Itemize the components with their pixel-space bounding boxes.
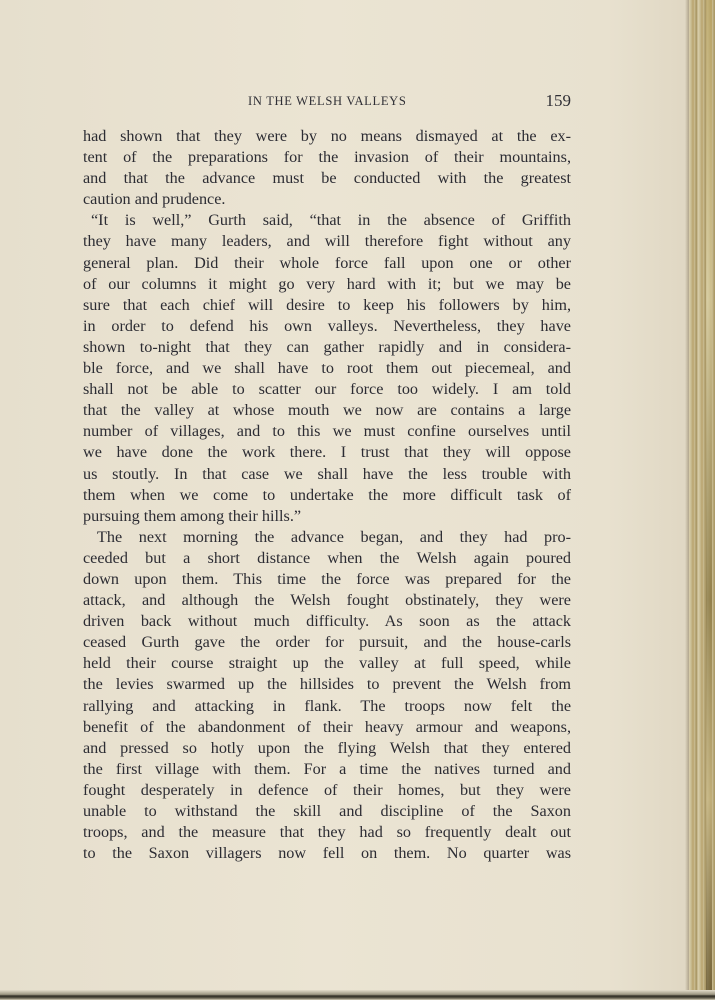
- text-line: general plan. Did their whole force fall upon one or other: [83, 253, 571, 272]
- running-head: IN THE WELSH VALLEYS: [248, 94, 407, 108]
- page-bottom-edge: [0, 990, 715, 1000]
- text-line: driven back without much difficulty. As soon as the attack: [83, 612, 571, 631]
- text-line: number of villages, and to this we must confine ourselves until: [83, 422, 571, 441]
- text-line: benefit of the abandonment of their heavy armour and weapons,: [83, 717, 571, 736]
- text-line: and that the advance must be conducted with the greatest: [83, 169, 571, 188]
- page-number: 159: [545, 91, 571, 110]
- text-line: rallying and attacking in flank. The troops now felt the: [83, 696, 571, 715]
- text-line: The next morning the advance began, and they had pro-: [97, 527, 571, 546]
- text-line: ceeded but a short distance when the Welsh again poured: [83, 548, 571, 567]
- text-line: troops, and the measure that they had so frequently dealt out: [83, 823, 571, 842]
- text-line: in order to defend his own valleys. Nevertheless, they have: [83, 316, 571, 335]
- text-line: down upon them. This time the force was prepared for the: [83, 569, 571, 588]
- text-line: they have many leaders, and will therefore fight without any: [83, 232, 571, 251]
- text-line: to the Saxon villagers now fell on them. No quarter was: [83, 844, 571, 863]
- text-line: shown to-night that they can gather rapidly and in considera-: [83, 337, 571, 356]
- text-line: the levies swarmed up the hillsides to prevent the Welsh from: [83, 675, 571, 694]
- text-line: ble force, and we shall have to root them out piecemeal, and: [83, 359, 571, 378]
- text-line: tent of the preparations for the invasion of their mountains,: [83, 148, 571, 167]
- text-line: ceased Gurth gave the order for pursuit, and the house-carls: [83, 633, 571, 652]
- text-line: the first village with them. For a time the natives turned and: [83, 759, 571, 778]
- text-line: shall not be able to scatter our force too widely. I am told: [83, 380, 571, 399]
- text-line: caution and prudence.: [83, 190, 226, 209]
- text-line: had shown that they were by no means dismayed at the ex-: [83, 127, 571, 145]
- book-binding: [706, 0, 712, 1000]
- text-line: pursuing them among their hills.”: [83, 506, 302, 525]
- text-line: fought desperately in defence of their homes, but they were: [83, 780, 571, 799]
- text-line: them when we come to undertake the more difficult task of: [83, 485, 571, 504]
- body-text: [83, 126, 571, 864]
- text-line: us stoutly. In that case we shall have the less trouble with: [83, 464, 571, 483]
- text-line: held their course straight up the valley at full speed, while: [83, 654, 571, 673]
- text-line: sure that each chief will desire to keep his followers by him,: [83, 295, 571, 314]
- text-line: that the valley at whose mouth we now are contains a large: [83, 401, 571, 420]
- text-line: and pressed so hotly upon the flying Welsh that they entered: [83, 738, 571, 757]
- text-line: “It is well,” Gurth said, “that in the absence of Griffith: [91, 211, 571, 230]
- text-line: we have done the work there. I trust that they will oppose: [83, 443, 571, 462]
- text-line: of our columns it might go very hard with it; but we may be: [83, 274, 571, 293]
- text-line: unable to withstand the skill and discipline of the Saxon: [83, 802, 571, 820]
- page-header: [83, 92, 571, 114]
- text-line: attack, and although the Welsh fought obstinately, they were: [83, 591, 571, 610]
